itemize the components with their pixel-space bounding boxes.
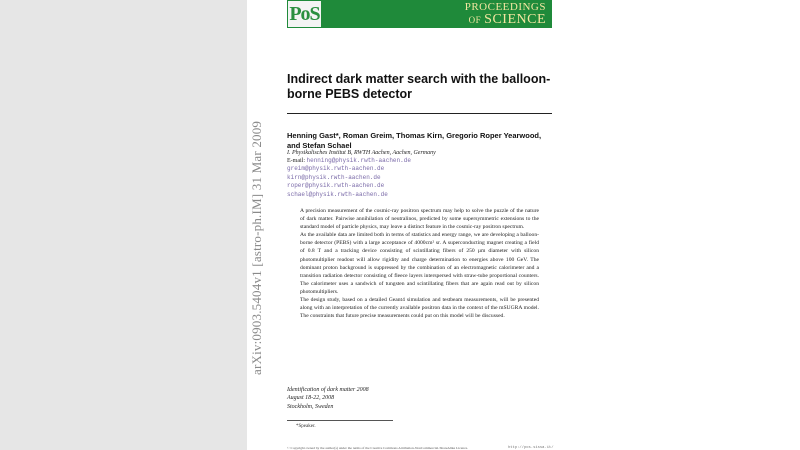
conference-date: August 18-22, 2008 bbox=[287, 395, 335, 402]
banner-science: SCIENCE bbox=[484, 12, 546, 27]
email-link[interactable]: schael@physik.rwth-aachen.de bbox=[287, 190, 388, 198]
banner-of: OF bbox=[468, 15, 482, 25]
banner-proceedings: PROCEEDINGS bbox=[464, 1, 546, 13]
author-list: Henning Gast*, Roman Greim, Thomas Kirn, Gregorio Roper Yearwood, and Stefan Schael bbox=[287, 131, 542, 150]
email-link[interactable]: kirn@physik.rwth-aachen.de bbox=[287, 173, 381, 181]
conference-location: Stockholm, Sweden bbox=[287, 403, 334, 410]
abstract-paragraph: The design study, based on a detailed Geant4 simulation and testbeam measurements, will be presented along with an interpretation of the currently available positron data in the context of the mSUGRA model. The constraints that future precise measurements could put on this model will be discussed. bbox=[300, 297, 539, 320]
pos-url-link[interactable]: http://pos.sissa.it/ bbox=[508, 446, 554, 450]
email-label: E-mail: bbox=[287, 158, 305, 164]
abstract-paragraph: A precision measurement of the cosmic-ray positron spectrum may help to solve the puzzle of the nature of dark matter. Pairwise annihilation of neutralinos, predicted by some supersymmetric extensions to the standard model of particle physics, may leave a distinct feature in the cosmic-ray positron spectrum. bbox=[300, 208, 539, 231]
abstract-paragraph: As the available data are limited both in terms of statistics and energy range, we are developing a balloon-borne detector (PEBS) with a large acceptance of 4000cm² sr. A superconducting magnet creating a field of 0.8 T and a tracking device consisting of scintillating fibers of 250 µm diameter with silicon photomultiplier readout will allow rigidity and charge determination to energies above 100 GeV. The dominant proton background is suppressed by the combination of an electromagnetic calorimeter and a transition radiation detector consisting of fleece layers interspersed with straw-tube proportional counters. The calorimeter uses a sandwich of tungsten and scintillating fibers that are again read out by silicon photomultipliers. bbox=[300, 232, 539, 295]
pos-banner bbox=[287, 0, 552, 28]
abstract bbox=[300, 207, 539, 320]
arxiv-identifier: arXiv:0903.5404v1 [astro-ph.IM] 31 Mar 2009 bbox=[249, 120, 264, 375]
license-text: © Copyright owned by the author(s) under the terms of the Creative Commons Attribution-NonCommercial-ShareAlike Licence. bbox=[287, 446, 469, 450]
title-rule bbox=[287, 113, 552, 114]
email-link[interactable]: roper@physik.rwth-aachen.de bbox=[287, 182, 385, 190]
pos-logo: PoS bbox=[289, 3, 320, 25]
email-link[interactable]: henning@physik.rwth-aachen.de bbox=[306, 157, 411, 164]
conference-info bbox=[287, 386, 369, 411]
footnote-rule bbox=[287, 420, 393, 421]
banner-of-science bbox=[469, 12, 546, 28]
email-link[interactable]: greim@physik.rwth-aachen.de bbox=[287, 165, 385, 173]
speaker-footnote: *Speaker. bbox=[296, 424, 316, 429]
email-block bbox=[287, 157, 411, 199]
conference-name: Identification of dark matter 2008 bbox=[287, 387, 369, 393]
paper-title: Indirect dark matter search with the balloon-borne PEBS detector bbox=[287, 72, 551, 101]
affiliation: I. Physikalisches Institut B, RWTH Aachen, Aachen, Germany bbox=[287, 150, 436, 156]
